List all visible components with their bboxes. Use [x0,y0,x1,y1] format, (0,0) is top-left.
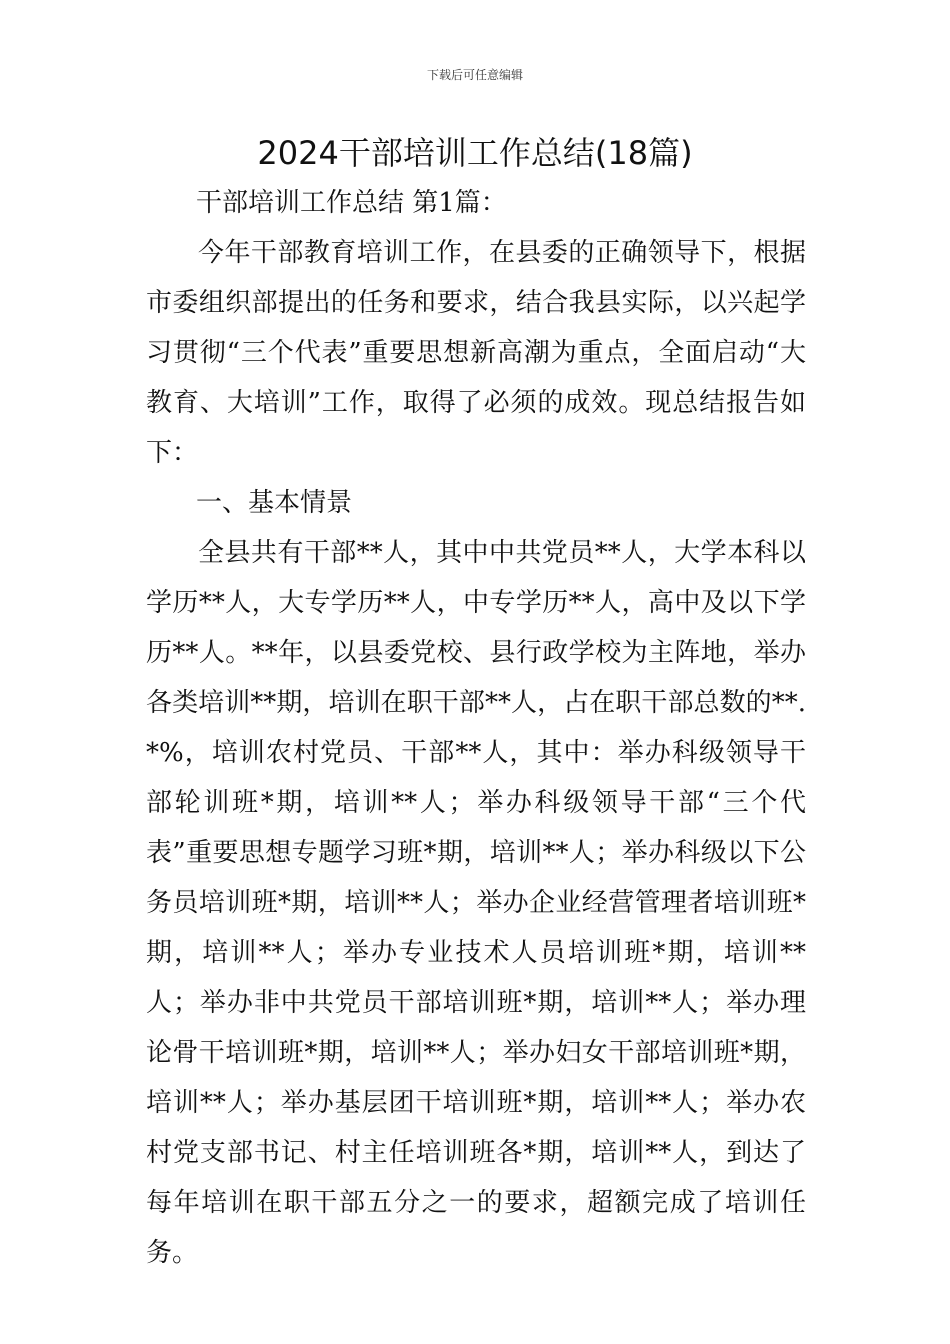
document-title: 2024干部培训工作总结(18篇) [257,134,693,172]
document-body [146,178,806,1278]
section-heading: 一、基本情景 [196,488,353,518]
paragraph-intro: 今年干部教育培训工作，在县委的正确领导下，根据市委组织部提出的任务和要求，结合我县实际，以兴起学习贯彻“三个代表”重要思想新高潮为重点，全面启动“大教育、大培训”工作，取得了必须的成效。现总结报告如下： [146,238,806,468]
section-subtitle: 干部培训工作总结 第1篇： [196,188,507,218]
paragraph-basic-situation: 全县共有干部**人，其中中共党员**人，大学本科以学历**人，大专学历**人，中专学历**人，高中及以下学历**人。**年，以县委党校、县行政学校为主阵地，举办各类培训**期，培训在职干部**人，占在职干部总数的**.*%，培训农村党员、干部**人，其中：举办科级领导干部轮训班*期，培训**人；举办科级领导干部“三个代表”重要思想专题学习班*期，培训**人；举办科级以下公务员培训班*期，培训**人；举办企业经营管理者培训班*期，培训**人；举办专业技术人员培训班*期，培训**人；举办非中共党员干部培训班*期，培训**人；举办理论骨干培训班*期，培训**人；举办妇女干部培训班*期，培训**人；举办基层团干培训班*期，培训**人；举办农村党支部书记、村主任培训班各*期，培训**人，到达了每年培训在职干部五分之一的要求，超额完成了培训任务。 [146,538,806,1268]
header-note: 下载后可任意编辑 [426,68,523,82]
